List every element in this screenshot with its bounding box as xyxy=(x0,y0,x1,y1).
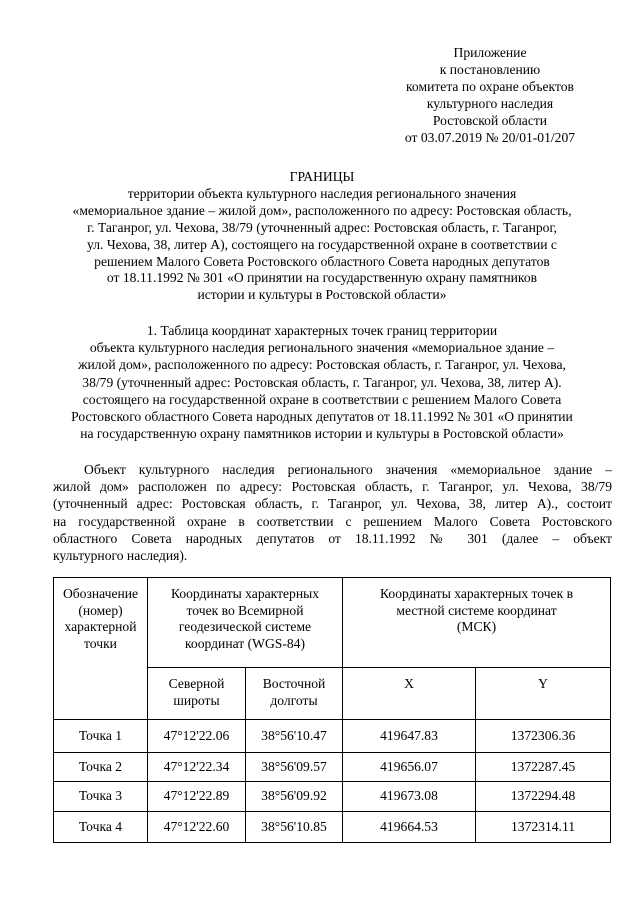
header-point xyxy=(54,578,148,720)
cell-lat: 47°12'22.60 xyxy=(148,812,246,843)
title-line: г. Таганрог, ул. Чехова, 38/79 (уточненный адрес: Ростовская область, г. Таганрог, xyxy=(87,219,557,235)
appendix-line: культурного наследия xyxy=(426,96,554,111)
header-wgs xyxy=(148,578,343,668)
appendix-line: Ростовской области xyxy=(432,113,548,128)
document-title xyxy=(40,169,604,304)
header-text: (МСК) xyxy=(456,619,497,635)
table-row xyxy=(54,782,611,812)
header-text: местной системе координат xyxy=(396,602,557,618)
cell-y: 1372294.48 xyxy=(476,782,611,812)
header-text: характерной xyxy=(64,619,137,635)
header-text: Координаты характерных точек в xyxy=(380,586,574,601)
header-text: точки xyxy=(84,635,117,651)
cell-lon: 38°56'09.57 xyxy=(246,753,343,782)
description-paragraph xyxy=(53,461,612,564)
header-text: геодезической системе xyxy=(178,619,312,635)
cell-point: Точка 3 xyxy=(54,782,148,812)
title-line: территории объекта культурного наследия регионального значения xyxy=(127,185,517,201)
header-lon xyxy=(246,668,343,720)
appendix-block xyxy=(380,44,600,146)
paragraph-line: жилой дом» расположен по адресу: Ростовская область, г. Таганрог, ул. Чехова, 38/79 xyxy=(53,479,612,495)
header-text: координат (WGS-84) xyxy=(185,635,305,651)
appendix-line: к постановлению xyxy=(439,62,541,77)
header-text: широты xyxy=(173,692,220,708)
title-line: истории и культуры в Ростовской области» xyxy=(197,287,447,303)
cell-x: 419656.07 xyxy=(343,753,476,782)
header-text: Северной xyxy=(168,676,225,691)
header-msk xyxy=(343,578,611,668)
title-line: от 18.11.1992 № 301 «О принятии на государственную охрану памятников xyxy=(106,270,538,286)
caption-line: 1. Таблица координат характерных точек границ территории xyxy=(146,323,498,338)
cell-point: Точка 1 xyxy=(54,720,148,753)
cell-x: 419664.53 xyxy=(343,812,476,843)
cell-y: 1372314.11 xyxy=(476,812,611,843)
caption-line: жилой дом», расположенного по адресу: Ростовская область, г. Таганрог, ул. Чехова, xyxy=(78,357,566,373)
cell-lon: 38°56'10.85 xyxy=(246,812,343,843)
cell-x: 419647.83 xyxy=(343,720,476,753)
header-text: долготы xyxy=(270,692,318,708)
caption-line: Ростовского областного Совета народных депутатов от 18.11.1992 № 301 «О принятии xyxy=(71,409,573,425)
cell-point: Точка 4 xyxy=(54,812,148,843)
cell-lat: 47°12'22.89 xyxy=(148,782,246,812)
header-lat xyxy=(148,668,246,720)
paragraph-line: Объект культурного наследия регионального значения «мемориальное здание – xyxy=(84,462,612,477)
title-line: решением Малого Совета Ростовского областного Совета народных депутатов xyxy=(94,253,550,269)
caption-line: объекта культурного наследия регионального значения «мемориальное здание – xyxy=(89,340,555,356)
cell-lon: 38°56'09.92 xyxy=(246,782,343,812)
caption-line: на государственную охрану памятников истории и культуры в Ростовской области» xyxy=(80,426,564,442)
cell-lat: 47°12'22.34 xyxy=(148,753,246,782)
table-row xyxy=(54,753,611,782)
coordinates-table xyxy=(53,577,611,843)
paragraph-line: областного Совета народных депутатов от 18.11.1992 № 301 (далее – объект xyxy=(53,530,612,546)
cell-lon: 38°56'10.47 xyxy=(246,720,343,753)
header-text: (номер) xyxy=(78,602,123,618)
paragraph-line: культурного наследия). xyxy=(53,547,188,563)
cell-point: Точка 2 xyxy=(54,753,148,782)
title-line: «мемориальное здание – жилой дом», расположенного по адресу: Ростовская область, xyxy=(72,202,572,218)
caption-line: состоящего на государственной охране в соответствии с решением Малого Совета xyxy=(82,391,562,407)
paragraph-line: (уточненный адрес: Ростовская область, г. Таганрог, ул. Чехова, 38, литер А)., состоит xyxy=(53,496,612,512)
table-caption xyxy=(40,322,604,442)
header-y: Y xyxy=(476,668,611,720)
appendix-line: от 03.07.2019 № 20/01-01/207 xyxy=(404,130,576,145)
paragraph-line: на государственной охране в соответствии с решением Малого Совета Ростовского xyxy=(53,513,612,529)
header-text: точек во Всемирной xyxy=(186,602,304,618)
header-x: X xyxy=(343,668,476,720)
cell-lat: 47°12'22.06 xyxy=(148,720,246,753)
caption-line: 38/79 (уточненный адрес: Ростовская область, г. Таганрог, ул. Чехова, 38, литер А). xyxy=(82,374,562,390)
cell-y: 1372306.36 xyxy=(476,720,611,753)
appendix-line: Приложение xyxy=(453,45,527,60)
table-row xyxy=(54,812,611,843)
table-row xyxy=(54,720,611,753)
header-text: Восточной xyxy=(262,676,326,691)
title-heading: ГРАНИЦЫ xyxy=(289,169,355,184)
cell-x: 419673.08 xyxy=(343,782,476,812)
header-text: Координаты характерных xyxy=(170,586,320,601)
header-text: Обозначение xyxy=(62,586,139,601)
cell-y: 1372287.45 xyxy=(476,753,611,782)
title-line: ул. Чехова, 38, литер А), состоящего на государственной охране в соответствии с xyxy=(87,236,557,252)
appendix-line: комитета по охране объектов xyxy=(406,79,574,94)
